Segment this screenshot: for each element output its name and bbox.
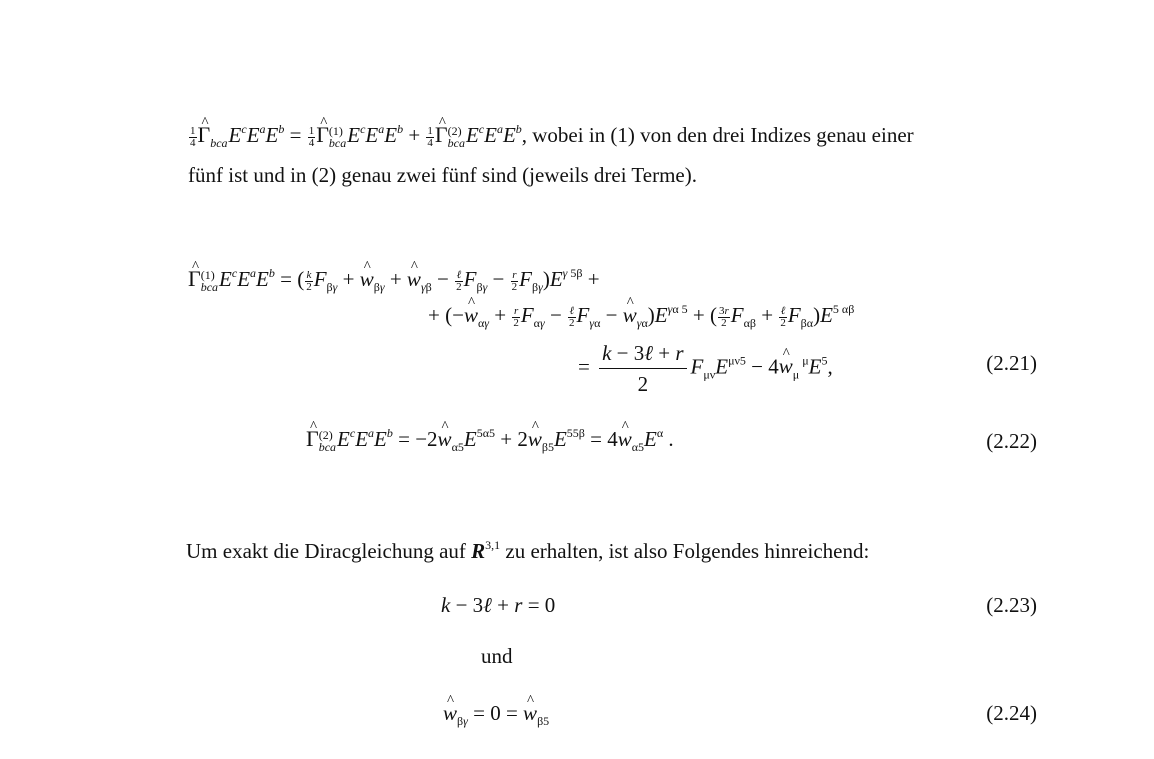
equation-2-21-line-2: + (−^ $w_{\alpha\gamma}$ + $\frac{r}{2}$ $F_{\alpha\gamma}$ − $\frac{\text{ℓ}}{2}$ $F_{\gamma\alpha}$ − ^ $w_{\gamma\alpha})E^{\gamma\alpha 5}$ + ( $\frac{3r}{2}$ $F_{\alpha\beta}$ + $\frac{\text{ℓ}}{2}$ $F_{\beta\alpha})E^{5 \alpha\beta}$ — [428, 302, 854, 329]
equation-number-2-23: (2.23) — [986, 593, 1037, 617]
paragraph-1-text-part-1: , wobei in (1) von den drei Indizes genau einer — [521, 123, 914, 147]
space-symbol: R — [471, 539, 486, 563]
equation-2-21-line-3: = k − 3ℓ + r 2 $F_{\mu\nu}E^{\mu\nu 5}$ − 4^ $w_\mu$ $^\mu E^5$, — [578, 340, 833, 397]
paragraph-2 — [186, 538, 869, 564]
paragraph-2-text-after: zu erhalten, ist also Folgendes hinreichend: — [500, 539, 870, 563]
paragraph-1-line-1 — [188, 122, 914, 149]
equation-2-23: k − 3ℓ + r = 0 — [441, 593, 556, 617]
paragraph-1-line-2: fünf ist und in (2) genau zwei fünf sind (jeweils drei Terme). — [188, 163, 697, 187]
paragraph-2-text-before: Um exakt die Diracgleichung auf — [186, 539, 472, 563]
equation-number-2-24: (2.24) — [986, 701, 1037, 725]
equation-number-2-21: (2.21) — [986, 351, 1037, 375]
equation-2-21-line-1: ^ Γ (1) bca $E^cE^aE^b$ = ( $\frac{k}{2}$ $F_{\beta\gamma}$ + ^ $w_{\beta\gamma}$ + ^ $w_{\gamma\beta}$ − $\frac{\text{ℓ}}{2}$ $F_{\beta\gamma}$ − $\frac{r}{2}$ $F_{\beta\gamma})E^{\gamma 5\beta}$ + — [188, 266, 600, 293]
inline-formula-gamma-sum: $\frac{1}{4}$ ^ Γ bca $E^cE^aE^b$ = $\frac{1}{4}$ ^ Γ (1) bca $E^cE^aE^b$ + $\frac{1}{4}$ ^ Γ (2) bca $E^cE^aE^b$ — [188, 123, 522, 147]
equation-2-22: ^ Γ (2) bca $E^cE^aE^b$ = −2^ $w_{\alpha 5}E^{5\alpha 5}$ + 2^ $w_{\beta 5}E^{55\beta}$ = 4^ $w_{\alpha 5}E^\alpha$ . — [306, 426, 674, 453]
equation-2-24: ^ $w_{\beta\gamma} = 0$ = ^ $w_{\beta 5}$ — [443, 700, 549, 726]
equation-number-2-22: (2.22) — [986, 429, 1037, 453]
space-exponent: 3,1 — [485, 538, 501, 552]
connector-und: und — [481, 644, 513, 668]
